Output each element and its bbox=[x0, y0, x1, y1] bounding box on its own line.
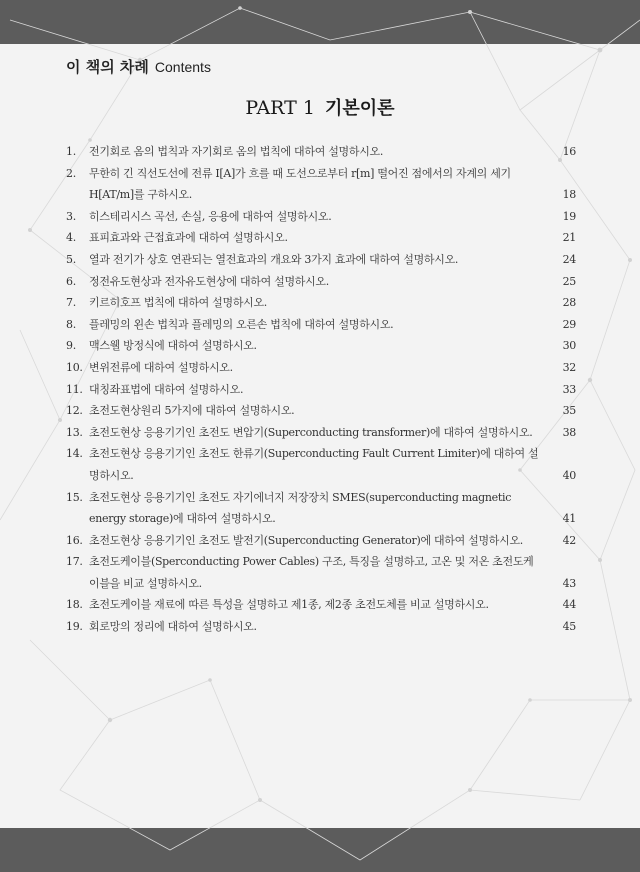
toc-entry[interactable] bbox=[66, 314, 576, 336]
toc-entry-number: 16. bbox=[66, 533, 83, 547]
toc-entry-number: 18. bbox=[66, 598, 83, 612]
toc-entry-title: 초전도현상 응용기기인 초전도 변압기(Superconducting transformer)에 대하여 설명하시오. bbox=[89, 425, 533, 439]
toc-entry[interactable] bbox=[66, 530, 576, 552]
toc-entry[interactable] bbox=[66, 271, 576, 293]
part-label: PART 1 bbox=[245, 97, 315, 119]
toc-entry[interactable] bbox=[66, 335, 576, 357]
toc-entry-title: 맥스웰 방정식에 대하여 설명하시오. bbox=[89, 339, 257, 353]
toc-entry-number: 12. bbox=[66, 404, 83, 418]
toc-entry-page: 19 bbox=[562, 209, 576, 223]
toc-entry-number: 4. bbox=[66, 231, 76, 245]
toc-entry-number: 1. bbox=[66, 145, 76, 158]
toc-entry-page: 21 bbox=[562, 231, 576, 245]
toc-entry[interactable] bbox=[66, 443, 576, 486]
toc-entry[interactable] bbox=[66, 551, 576, 594]
toc-entry-number: 13. bbox=[66, 425, 83, 439]
toc-entry[interactable] bbox=[66, 357, 576, 379]
toc-entry-page: 44 bbox=[562, 598, 576, 612]
toc-entry[interactable] bbox=[66, 379, 576, 401]
toc-entry-number: 2. bbox=[66, 166, 76, 180]
toc-entry[interactable] bbox=[66, 616, 576, 638]
toc-entry-page: 41 bbox=[562, 512, 576, 526]
toc-entry-page: 30 bbox=[562, 339, 576, 353]
contents-title-english: Contents bbox=[154, 59, 211, 75]
part-name: 기본이론 bbox=[325, 98, 395, 119]
toc-entry-title: 키르히호프 법칙에 대하여 설명하시오. bbox=[89, 296, 268, 310]
toc-entry-number: 14. bbox=[66, 447, 83, 461]
table-of-contents bbox=[66, 141, 576, 638]
part-heading bbox=[0, 94, 640, 120]
toc-entry-title: 회로망의 정리에 대하여 설명하시오. bbox=[89, 620, 257, 634]
toc-entry[interactable] bbox=[66, 487, 576, 530]
toc-entry-number: 6. bbox=[66, 274, 76, 288]
book-contents-title bbox=[66, 56, 211, 77]
toc-entry-title: 정전유도현상과 전자유도현상에 대하여 설명하시오. bbox=[89, 274, 329, 288]
toc-entry-title: 열과 전기가 상호 연관되는 열전효과의 개요와 3가지 효과에 대하여 설명하시오. bbox=[89, 252, 459, 266]
toc-entry[interactable] bbox=[66, 594, 576, 616]
toc-entry-title: 초전도케이블 재료에 따른 특성을 설명하고 제1종, 제2종 초전도체를 비교 설명하시오. bbox=[89, 598, 489, 612]
toc-entry[interactable] bbox=[66, 141, 576, 163]
toc-entry-number: 19. bbox=[66, 620, 83, 634]
toc-entry[interactable] bbox=[66, 422, 576, 444]
toc-entry-page: 35 bbox=[562, 404, 576, 418]
toc-entry[interactable] bbox=[66, 400, 576, 422]
toc-entry-page: 38 bbox=[562, 425, 576, 439]
toc-entry-number: 8. bbox=[66, 317, 76, 331]
toc-entry-title: 히스테리시스 곡선, 손실, 응용에 대하여 설명하시오. bbox=[89, 209, 332, 223]
toc-entry-page: 18 bbox=[562, 188, 576, 202]
toc-entry[interactable] bbox=[66, 163, 576, 206]
contents-title-korean: 이 책의 차례 bbox=[66, 58, 149, 76]
toc-entry-page: 40 bbox=[562, 468, 576, 482]
toc-entry-title: 초전도현상원리 5가지에 대하여 설명하시오. bbox=[89, 404, 295, 418]
toc-entry-title: 초전도현상 응용기기인 초전도 자기에너지 저장장치 SMES(superconducting magnetic energy storage)에 대하여 설명하시오. bbox=[89, 490, 512, 526]
toc-entry-title: 대칭좌표법에 대하여 설명하시오. bbox=[89, 382, 244, 396]
toc-entry-title: 초전도현상 응용기기인 초전도 발전기(Superconducting Generator)에 대하여 설명하시오. bbox=[89, 533, 523, 547]
toc-entry-page: 24 bbox=[562, 252, 576, 266]
toc-entry-page: 16 bbox=[562, 145, 576, 158]
toc-entry-page: 25 bbox=[562, 274, 576, 288]
toc-entry[interactable] bbox=[66, 292, 576, 314]
toc-entry-title: 표피효과와 근접효과에 대하여 설명하시오. bbox=[89, 231, 288, 245]
toc-entry-title: 무한히 긴 직선도선에 전류 I[A]가 흐를 때 도선으로부터 r[m] 떨어진 점에서의 자계의 세기 H[AT/m]를 구하시오. bbox=[89, 166, 511, 202]
toc-entry-title: 초전도현상 응용기기인 초전도 한류기(Superconducting Fault Current Limiter)에 대하여 설명하시오. bbox=[89, 447, 539, 482]
toc-entry-number: 17. bbox=[66, 555, 83, 569]
toc-entry-page: 29 bbox=[562, 317, 576, 331]
toc-entry-page: 45 bbox=[562, 620, 576, 634]
toc-entry-page: 28 bbox=[562, 296, 576, 310]
toc-entry-number: 7. bbox=[66, 296, 76, 310]
toc-entry-number: 15. bbox=[66, 490, 83, 504]
toc-entry-number: 3. bbox=[66, 209, 76, 223]
toc-entry-page: 33 bbox=[562, 382, 576, 396]
toc-entry[interactable] bbox=[66, 249, 576, 271]
toc-entry[interactable] bbox=[66, 227, 576, 249]
toc-entry-title: 전기회로 옴의 법칙과 자기회로 옴의 법칙에 대하여 설명하시오. bbox=[89, 145, 384, 158]
toc-entry-number: 5. bbox=[66, 252, 76, 266]
toc-entry-page: 32 bbox=[562, 360, 576, 374]
toc-entry-title: 플레밍의 왼손 법칙과 플레밍의 오른손 법칙에 대하여 설명하시오. bbox=[89, 317, 394, 331]
toc-entry-title: 초전도케이블(Sperconducting Power Cables) 구조, 특징을 설명하고, 고온 및 저온 초전도케이블을 비교 설명하시오. bbox=[89, 555, 534, 590]
toc-entry-number: 11. bbox=[66, 382, 83, 396]
toc-entry-page: 43 bbox=[562, 576, 576, 590]
toc-entry-number: 9. bbox=[66, 339, 76, 353]
toc-entry-title: 변위전류에 대하여 설명하시오. bbox=[89, 360, 233, 374]
toc-entry-number: 10. bbox=[66, 360, 83, 374]
toc-entry[interactable] bbox=[66, 206, 576, 228]
toc-entry-page: 42 bbox=[562, 533, 576, 547]
